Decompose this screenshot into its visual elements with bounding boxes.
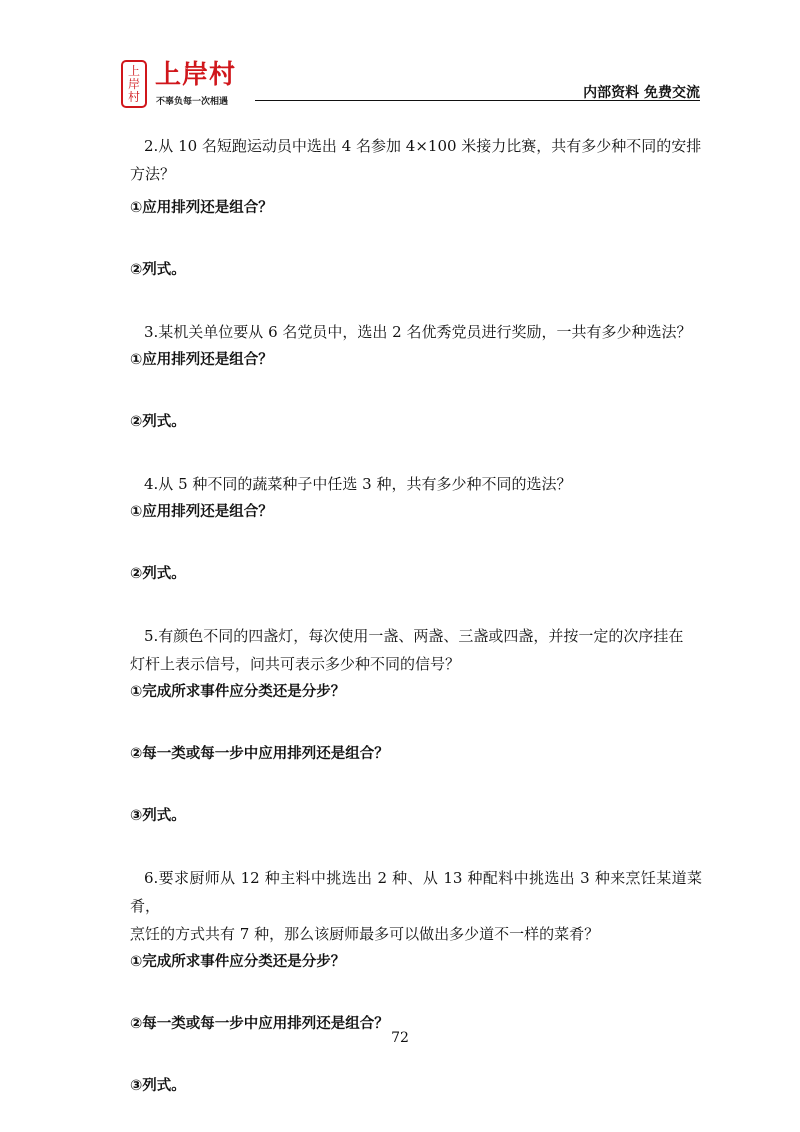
- question-2: [130, 132, 702, 318]
- sub-question: ①应用排列还是组合？: [130, 352, 273, 368]
- sub-question: ②列式。: [130, 566, 186, 582]
- sub-question: ②列式。: [130, 414, 186, 430]
- question-text: 方法？: [130, 165, 176, 183]
- question-text: 灯杆上表示信号，问共可表示多少种不同的信号？: [130, 655, 461, 673]
- logo-name: 上岸村: [155, 60, 237, 90]
- seal-char: 岸: [127, 77, 140, 91]
- sub-question: ②每一类或每一步中应用排列还是组合？: [130, 746, 389, 762]
- seal-char: 上: [127, 64, 140, 78]
- question-text: 4.从 5 种不同的蔬菜种子中任选 3 种，共有多少种不同的选法？: [144, 475, 572, 493]
- header-divider: [255, 100, 700, 101]
- question-4: [130, 470, 702, 622]
- question-5: [130, 622, 702, 864]
- question-text: 6.要求厨师从 12 种主料中挑选出 2 种、从 13 种配料中挑选出 3 种来烹饪某道菜肴，: [130, 869, 702, 915]
- question-text: 3.某机关单位要从 6 名党员中，选出 2 名优秀党员进行奖励，一共有多少种选法？: [144, 323, 692, 341]
- sub-question: ③列式。: [130, 808, 186, 824]
- page-number: 72: [391, 1030, 409, 1046]
- question-3: [130, 318, 702, 470]
- sub-question: ①应用排列还是组合？: [130, 504, 273, 520]
- question-6: [130, 864, 702, 1100]
- sub-question: ③列式。: [130, 1078, 186, 1094]
- logo-seal-icon: [121, 60, 147, 108]
- sub-question: ①完成所求事件应分类还是分步？: [130, 684, 346, 700]
- question-text: 2.从 10 名短跑运动员中选出 4 名参加 4×100 米接力比赛，共有多少种不同的安排: [144, 137, 702, 155]
- sub-question: ②列式。: [130, 262, 186, 278]
- sub-question: ②每一类或每一步中应用排列还是组合？: [130, 1016, 389, 1032]
- question-text: 5.有颜色不同的四盏灯，每次使用一盏、两盏、三盏或四盏，并按一定的次序挂在: [144, 627, 684, 645]
- seal-char: 村: [127, 90, 140, 104]
- page-content: [130, 132, 702, 1100]
- sub-question: ①应用排列还是组合？: [130, 200, 273, 216]
- question-text: 烹饪的方式共有 7 种，那么该厨师最多可以做出多少道不一样的菜肴？: [130, 925, 600, 943]
- logo-slogan: 不辜负每一次相遇: [156, 97, 229, 107]
- header-label: 内部资料 免费交流: [583, 85, 700, 101]
- sub-question: ①完成所求事件应分类还是分步？: [130, 954, 346, 970]
